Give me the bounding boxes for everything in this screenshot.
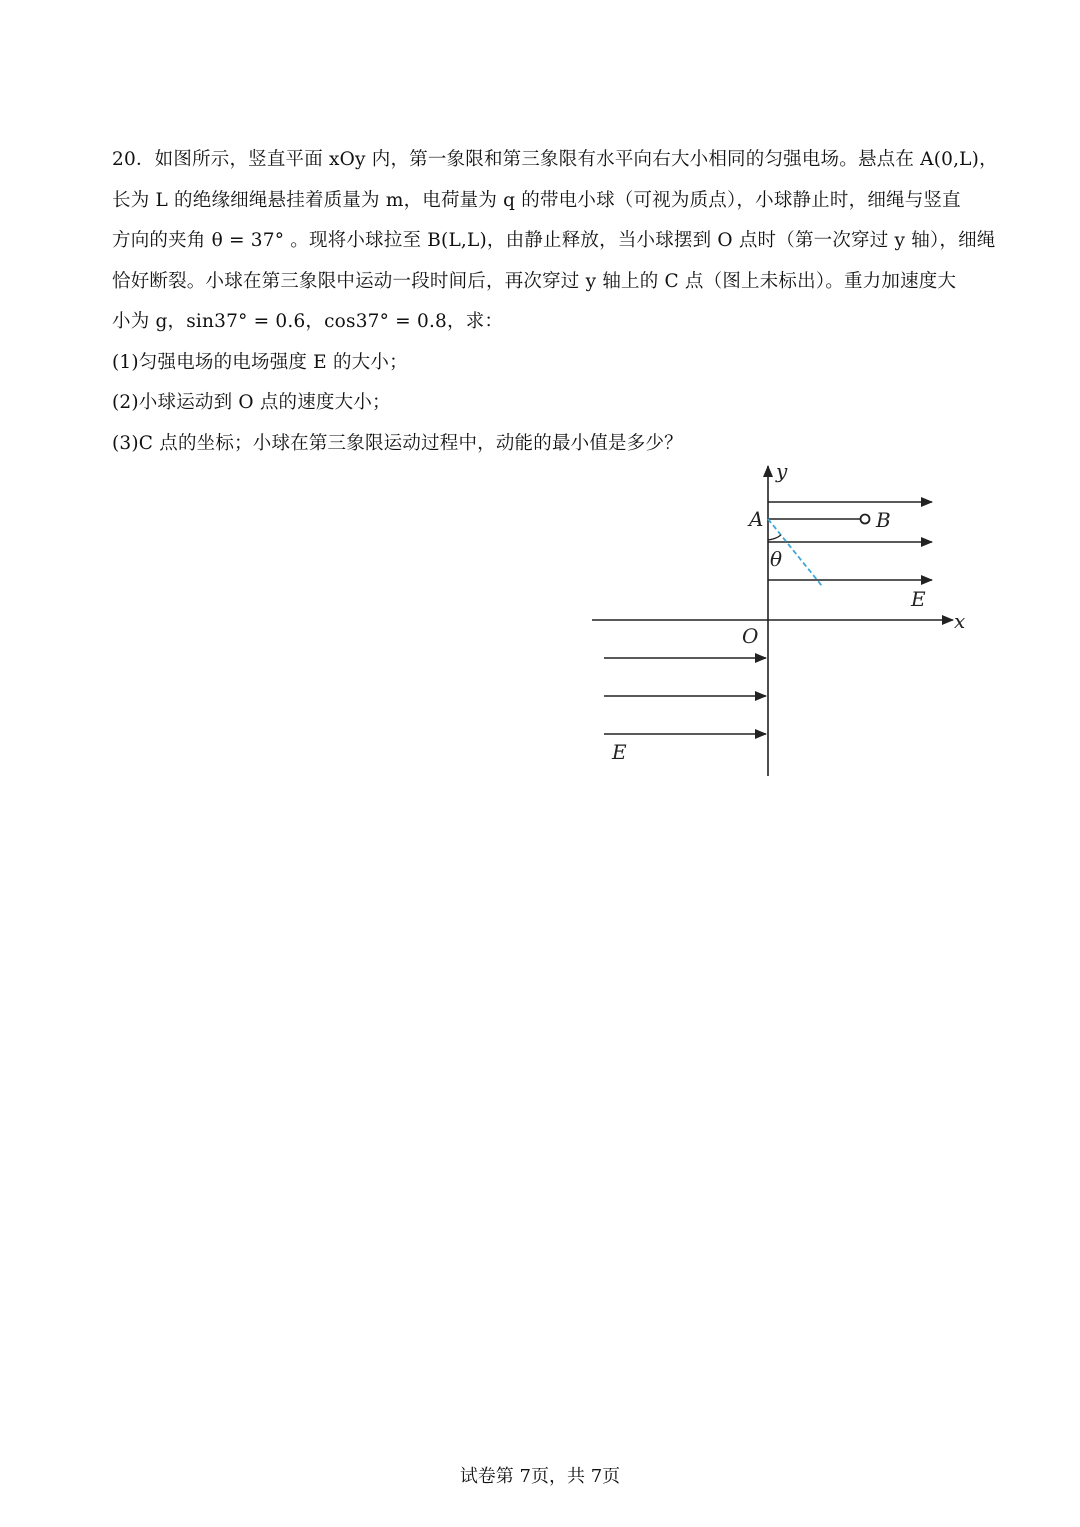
field-label-lower: E (612, 740, 627, 764)
x-axis-label: x (954, 609, 966, 633)
sub-question-2: (2)小球运动到 O 点的速度大小； (112, 392, 391, 413)
ball-b (861, 515, 870, 524)
sub-question-3: (3)C 点的坐标；小球在第三象限运动过程中，动能的最小值是多少？ (112, 432, 683, 454)
field-label-upper: E (911, 587, 926, 611)
question-line-3: 方向的夹角 θ = 37° 。现将小球拉至 B(L,L)，由静止释放，当小球摆到 O 点时（第一次穿过 y 轴），细绳 (112, 230, 996, 251)
point-a-label: A (749, 507, 764, 531)
theta-arc (768, 535, 781, 540)
question-line-2: 长为 L 的绝缘细绳悬挂着质量为 m，电荷量为 q 的带电小球（可视为质点），小球静止时，细绳与竖直 (112, 189, 961, 211)
question-line-1: 20．如图所示，竖直平面 xOy 内，第一象限和第三象限有水平向右大小相同的匀强电场。悬点在 A(0,L)， (112, 149, 998, 170)
sub-question-1: (1)匀强电场的电场强度 E 的大小； (112, 351, 408, 373)
theta-label: θ (770, 547, 783, 571)
page-footer: 试卷第 7页，共 7页 (459, 1466, 621, 1487)
question-line-5: 小为 g，sin37° = 0.6，cos37° = 0.8，求： (112, 311, 504, 332)
origin-label: O (742, 624, 759, 648)
question-line-4: 恰好断裂。小球在第三象限中运动一段时间后，再次穿过 y 轴上的 C 点（图上未标出）。重力加速度大 (112, 270, 957, 292)
y-axis-label: y (776, 459, 788, 483)
point-b-label: B (876, 508, 891, 532)
